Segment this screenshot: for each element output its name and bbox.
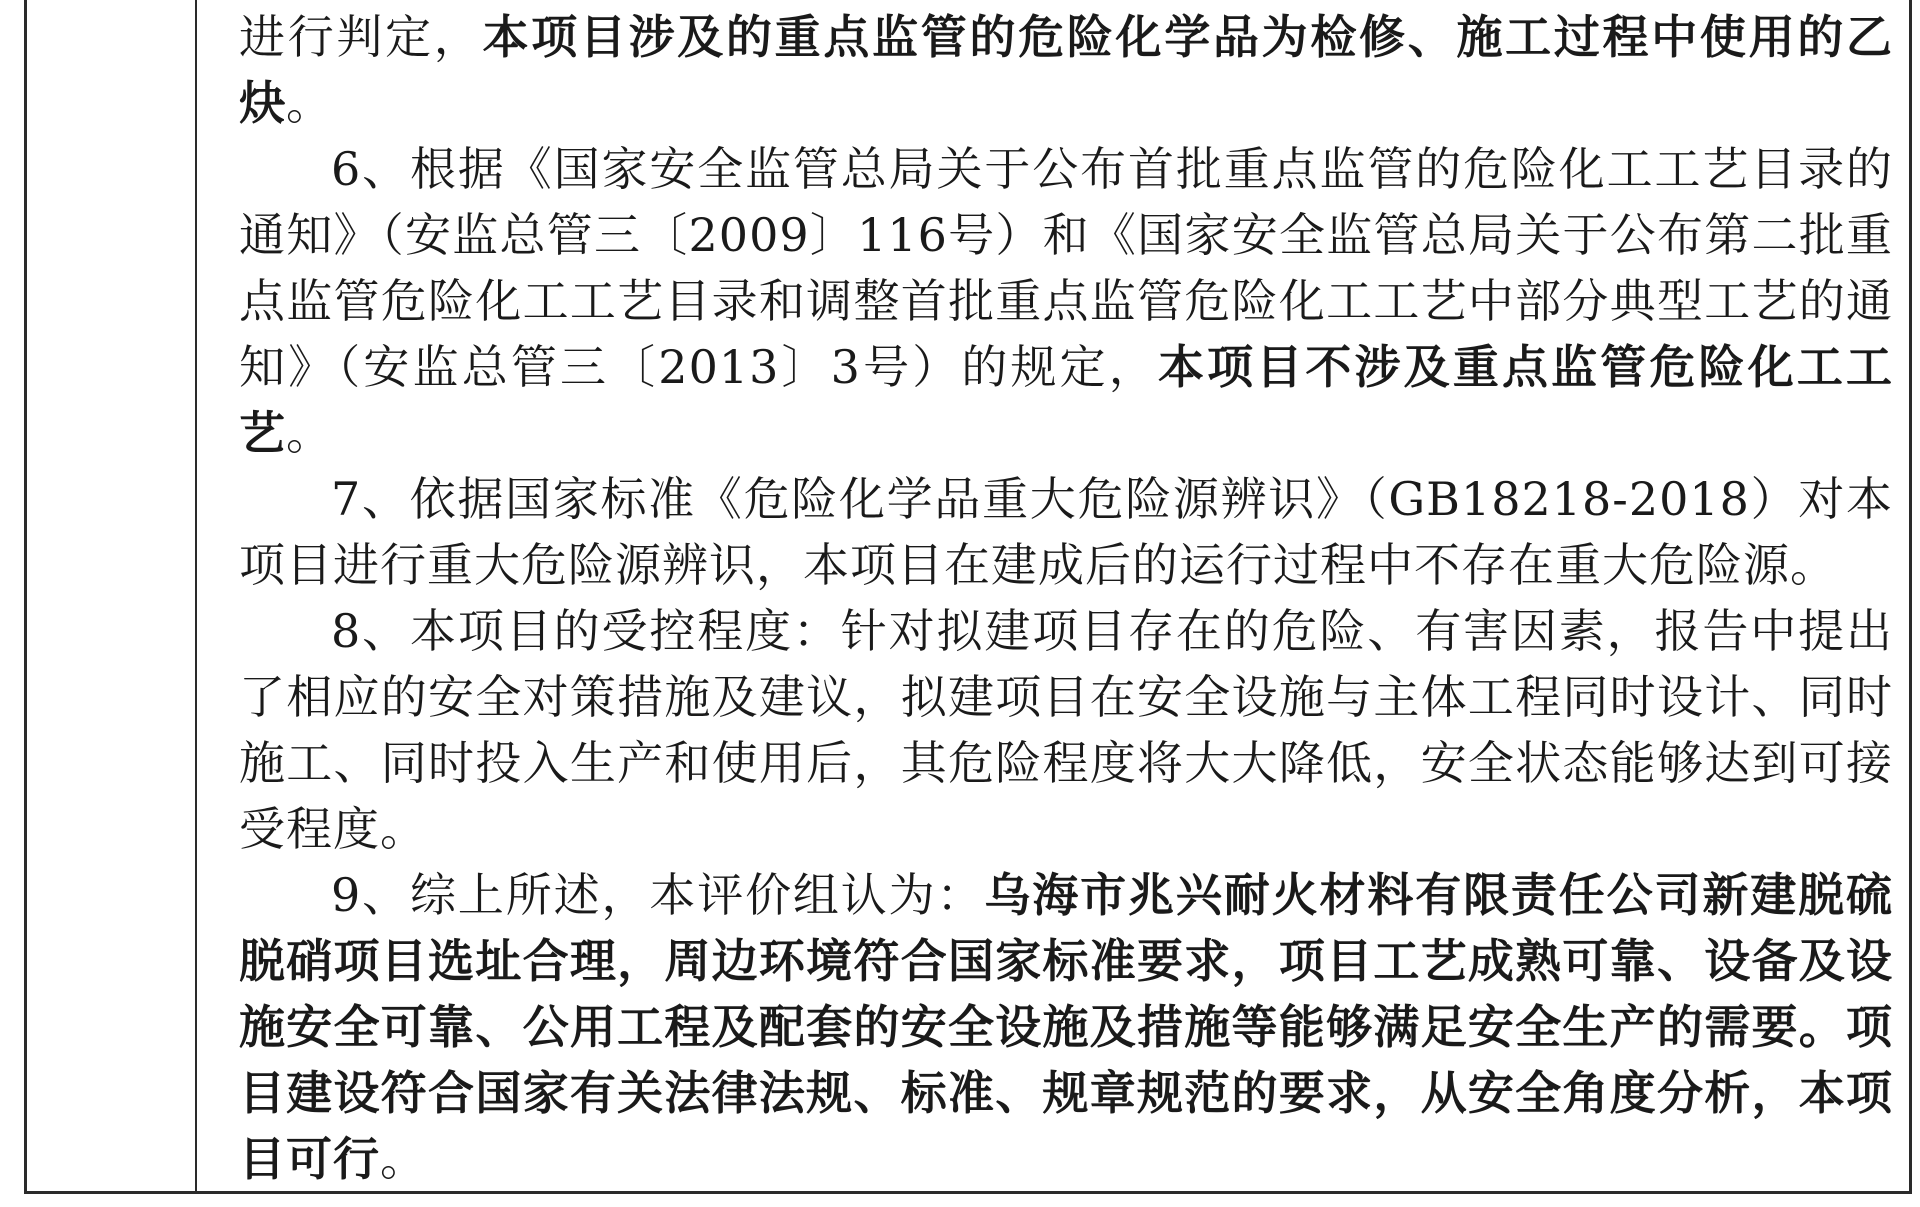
paragraph-end: 。 xyxy=(286,76,333,130)
conclusion-table xyxy=(24,0,1912,1194)
paragraph-end: 。 xyxy=(380,1132,427,1186)
paragraph-text: 8、本项目的受控程度：针对拟建项目存在的危险、有害因素，报告中提出了相应的安全对策措施及建议，拟建项目在安全设施与主体工程同时设计、同时施工、同时投入生产和使用后，其危险程度将大大降低，安全状态能够达到可接受程度。 xyxy=(239,604,1893,856)
paragraph-bold-text: 本项目不涉及重点监管危险化工工艺 xyxy=(239,340,1893,460)
paragraph-hazardous-process xyxy=(239,136,1893,466)
paragraph-hazardous-chemicals xyxy=(239,4,1893,136)
paragraph-text: 进行判定， xyxy=(239,10,483,64)
paragraph-bold-text: 本项目涉及的重点监管的危险化学品为检修、施工过程中使用的乙炔 xyxy=(239,10,1894,130)
paragraph-text: 7、依据国家标准《危险化学品重大危险源辨识》（GB18218-2018）对本项目进行重大危险源辨识，本项目在建成后的运行过程中不存在重大危险源。 xyxy=(239,472,1893,592)
paragraph-bold-text: 乌海市兆兴耐火材料有限责任公司新建脱硫脱硝项目选址合理，周边环境符合国家标准要求，项目工艺成熟可靠、设备及设施安全可靠、公用工程及配套的安全设施及措施等能够满足安全生产的需要。项目建设符合国家有关法律法规、标准、规章规范的要求，从安全角度分析，本项目可行 xyxy=(239,868,1893,1186)
table-content-cell xyxy=(197,0,1909,1191)
paragraph-text: 9、综上所述，本评价组认为： xyxy=(331,868,985,922)
paragraph-control-degree xyxy=(239,598,1893,862)
paragraph-conclusion xyxy=(239,862,1893,1192)
paragraph-end: 。 xyxy=(286,406,333,460)
table-left-cell xyxy=(27,0,197,1191)
paragraph-text: 6、根据《国家安全监管总局关于公布首批重点监管的危险化工工艺目录的通知》（安监总管三〔2009〕116号）和《国家安全监管总局关于公布第二批重点监管危险化工工艺目录和调整首批重点监管危险化工工艺中部分典型工艺的通知》（安监总管三〔2013〕3号）的规定， xyxy=(239,142,1893,394)
paragraph-major-hazard xyxy=(239,466,1893,598)
